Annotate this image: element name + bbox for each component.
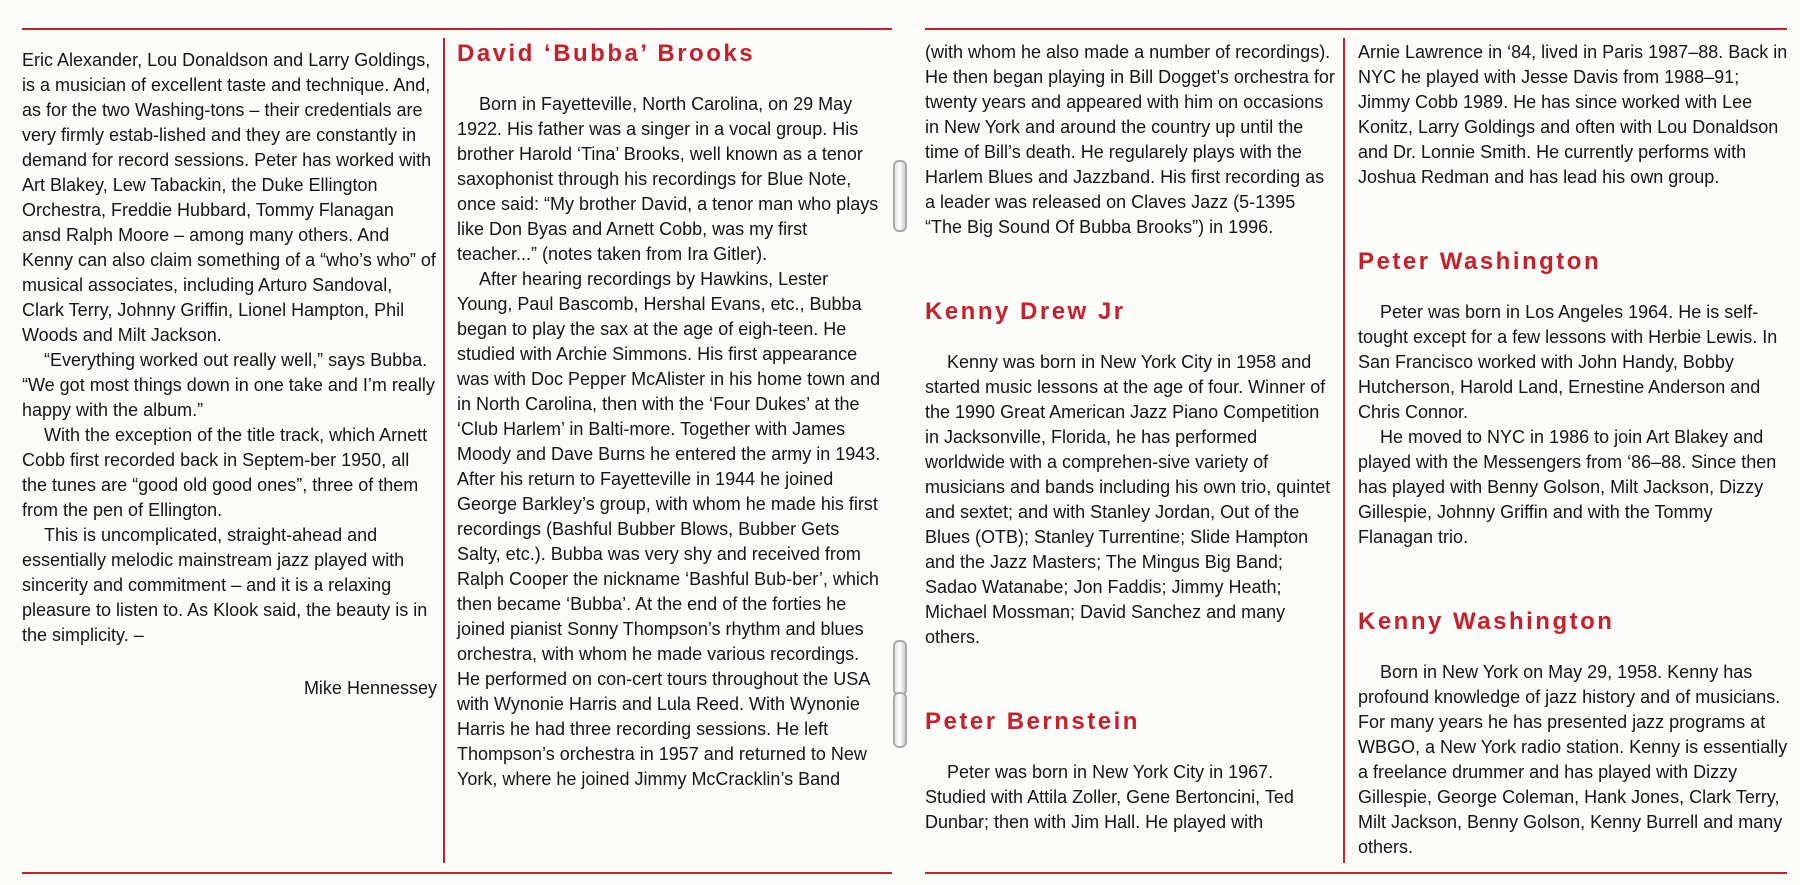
paragraph: Eric Alexander, Lou Donaldson and Larry Goldings, is a musician of excellent taste and technique. And, as for the two Washing-tons – their credentials are very firmly estab-lished and they are constantly in demand for record sessions. Peter has worked with Art Blakey, Lew Tabackin, the Duke Ellington Orchestra, Freddie Hubbard, Tommy Flanagan ansd Ralph Moore – among many others. And Kenny can also claim something of a “who’s who” of musical associates, including Arturo Sandoval, Clark Terry, Johnny Griffin, Lionel Hampton, Phil Woods and Milt Jackson.	[22, 50, 436, 345]
author-signature: Mike Hennessey	[303, 678, 437, 698]
paragraph: (with whom he also made a number of recordings). He then began playing in Bill Dogget’s orchestra for twenty years and appeared with him on occasions in New York and around the country up until the time of Bill’s death. He regularely plays with the Harlem Blues and Jazzband. His first recording as a leader was released on Claves Jazz (5-1395 “The Big Sound Of Bubba Brooks”) in 1996.	[925, 42, 1335, 237]
paragraph: “Everything worked out really well,” says Bubba. “We got most things down in one take and I’m really happy with the album.”	[22, 350, 435, 420]
paragraph: Born in Fayetteville, North Carolina, on 29 May 1922. His father was a singer in a vocal group. His brother Harold ‘Tina’ Brooks, well known as a tenor saxophonist through his recordings for Blue Note, once said: “My brother David, a tenor man who plays like Don Byas and Arnett Cobb, was my first teacher...” (notes taken from Ira Gitler).	[457, 94, 879, 264]
heading-bubba-brooks: David ‘Bubba’ Brooks	[457, 40, 756, 67]
paragraph: Peter was born in Los Angeles 1964. He is self-tought except for a few lessons with Herbie Lewis. In San Francisco worked with John Handy, Bobby Hutcherson, Harold Land, Ernestine Anderson and Chris Connor.	[1358, 302, 1778, 422]
bottom-rule	[925, 872, 1787, 874]
bottom-rule	[22, 872, 892, 874]
column-liner-notes	[22, 48, 437, 701]
paragraph: Peter was born in New York City in 1967. Studied with Attila Zoller, Gene Bertoncini, Ted Dunbar; then with Jim Hall. He played with	[925, 762, 1294, 832]
column-divider	[1343, 38, 1345, 863]
heading-peter-washington: Peter Washington	[1358, 248, 1602, 275]
column-washingtons	[1358, 40, 1790, 860]
heading-kenny-washington: Kenny Washington	[1358, 608, 1615, 635]
paragraph: Arnie Lawrence in ‘84, lived in Paris 1987–88. Back in NYC he played with Jesse Davis from 1988–91; Jimmy Cobb 1989. He has since worked with Lee Konitz, Larry Goldings and often with Lou Donaldson and Dr. Lonnie Smith. He currently performs with Joshua Redman and has lead his own group.	[1358, 42, 1788, 187]
paragraph: Kenny was born in New York City in 1958 and started music lessons at the age of four. Winner of the 1990 Great American Jazz Piano Competition in Jacksonville, Florida, he has performed worldwide with a comprehen-sive variety of musicians and bands including his own trio, quintet and sextet; and with Stanley Jordan, Out of the Blues (OTB); Stanley Turrentine; Slide Hampton and the Jazz Masters; The Mingus Big Band; Sadao Watanabe; Jon Faddis; Jimmy Heath; Michael Mossman; David Sanchez and many others.	[925, 352, 1331, 647]
heading-peter-bernstein: Peter Bernstein	[925, 708, 1140, 735]
column-bubba-brooks	[457, 38, 882, 792]
top-rule	[925, 28, 1787, 30]
paragraph: With the exception of the title track, which Arnett Cobb first recorded back in Septem-ber 1950, all the tunes are “good old good ones”, three of them from the pen of Ellington.	[22, 425, 428, 520]
right-page	[905, 0, 1800, 885]
column-divider	[443, 38, 445, 863]
heading-kenny-drew-jr: Kenny Drew Jr	[925, 298, 1126, 325]
paragraph: After hearing recordings by Hawkins, Lester Young, Paul Bascomb, Hershal Evans, etc., Bubba began to play the sax at the age of eigh-teen. He studied with Archie Simmons. His first appearance was with Doc Pepper McAlister in his home town and in North Carolina, then with the ‘Four Dukes’ at the ‘Club Harlem’ in Balti-more. Together with James Moody and Dave Burns he entered the army in 1943. After his return to Fayetteville in 1944 he joined George Barkley’s group, with whom he made his first recordings (Bashful Bubber Blows, Bubber Gets Salty, etc.). Bubba was very shy and received from Ralph Cooper the nickname ‘Bashful Bub-ber’, which then became ‘Bubba’. At the end of the forties he joined pianist Sonny Thompson’s rhythm and blues orchestra, with whom he made various recordings. He performed on con-cert tours throughout the USA with Wynonie Harris and Lula Reed. With Wynonie Harris he had three recording sessions. He left Thompson’s orchestra in 1957 and returned to New York, where he joined Jimmy McCracklin’s Band	[457, 269, 881, 789]
paragraph: This is uncomplicated, straight-ahead and essentially melodic mainstream jazz played with sincerity and commitment – and it is a relaxing pleasure to listen to. As Klook said, the beauty is in the simplicity. –	[22, 525, 428, 645]
paragraph: Born in New York on May 29, 1958. Kenny has profound knowledge of jazz history and of musicians. For many years he has presented jazz programs at WBGO, a New York radio station. Kenny is essentially a freelance drummer and has played with Dizzy Gillespie, George Coleman, Hank Jones, Clark Terry, Milt Jackson, Benny Golson, Kenny Burrell and many others.	[1358, 662, 1788, 857]
column-continuation	[925, 40, 1335, 835]
paragraph: He moved to NYC in 1986 to join Art Blakey and played with the Messengers from ‘86–88. Since then has played with Benny Golson, Milt Jackson, Dizzy Gillespie, Johnny Griffin and with the Tommy Flanagan trio.	[1358, 427, 1777, 547]
top-rule	[22, 28, 892, 30]
